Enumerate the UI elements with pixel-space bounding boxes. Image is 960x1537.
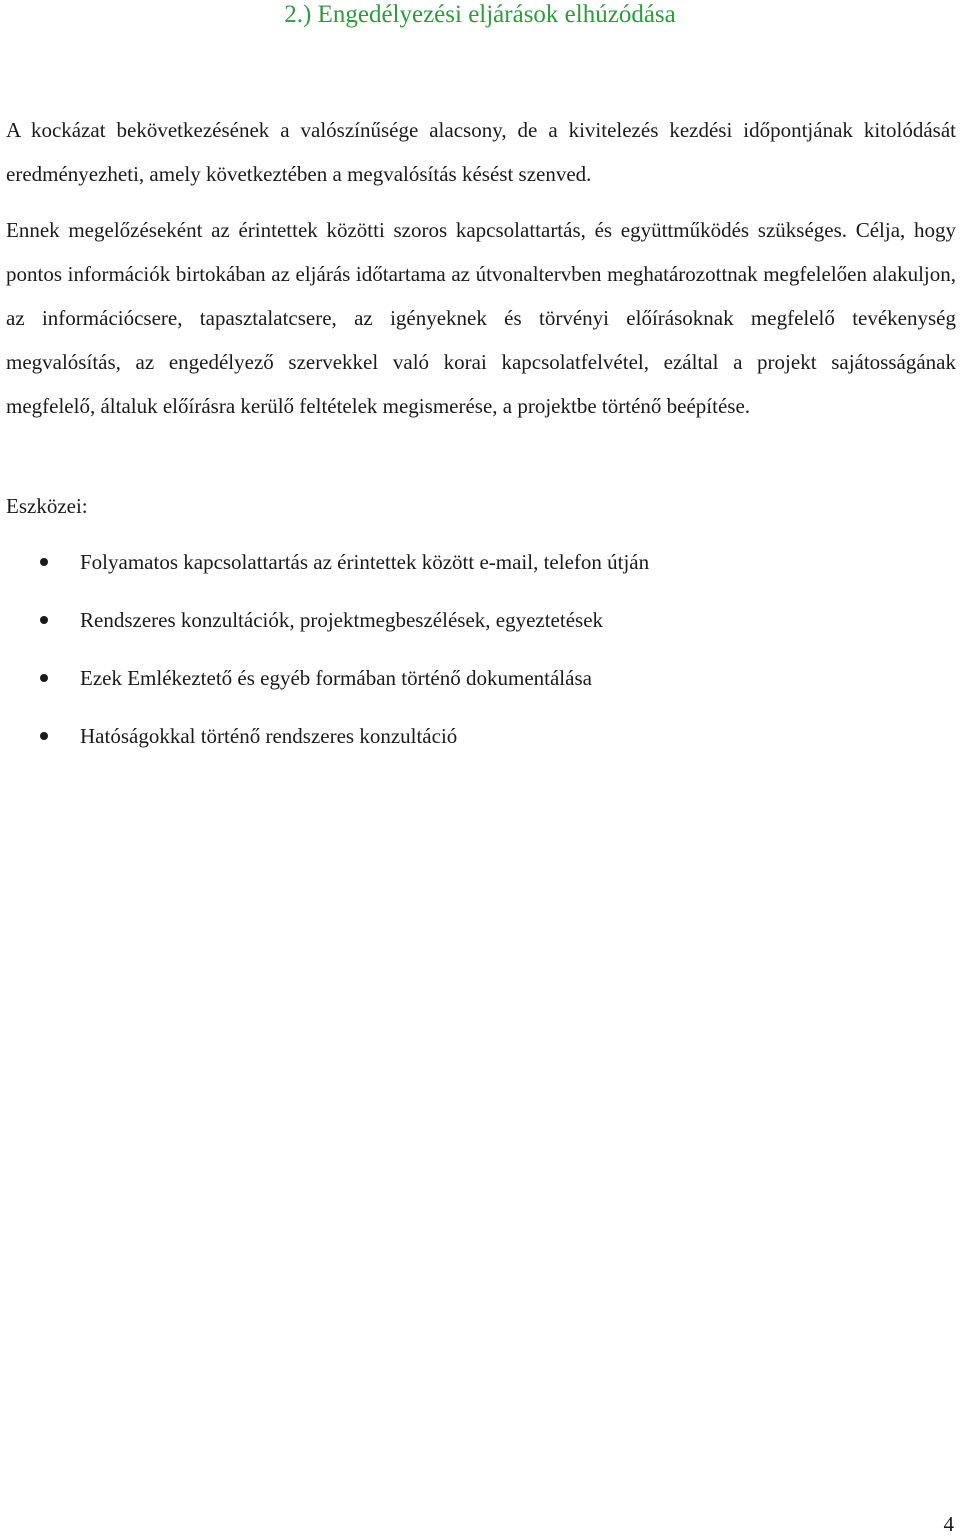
paragraph-tools-label: Eszközei: [6,494,88,518]
bullet-icon [40,732,48,740]
tools-list [0,540,960,772]
list-item-text: Ezek Emlékeztető és egyéb formában történő dokumentálása [80,666,592,690]
paragraph-prevention: Ennek megelőzéseként az érintettek közötti szoros kapcsolattartás, és együttműködés szükséges. Célja, hogy pontos információk birtokában az eljárás időtartama az útvonaltervben meghatározottnak megfelelően alakuljon, az információcsere, tapasztalatcsere, az igényeknek és törvényi előírásoknak megfelelő tevékenység megvalósítás, az engedélyező szervekkel való korai kapcsolatfelvétel, ezáltal a projekt sajátosságának megfelelő, általuk előírásra kerülő feltételek megismerése, a projektbe történő beépítése. [6,218,956,418]
list-item [0,540,960,598]
page-number: 4 [943,1512,954,1536]
list-item-text: Folyamatos kapcsolattartás az érintettek között e-mail, telefon útján [80,550,650,574]
list-item [0,598,960,656]
bullet-icon [40,674,48,682]
list-item [0,714,960,772]
paragraph-risk: A kockázat bekövetkezésének a valószínűsége alacsony, de a kivitelezés kezdési időpontjának kitolódását eredményezheti, amely következtében a megvalósítás késést szenved. [6,118,956,186]
bullet-icon [40,558,48,566]
list-item-text: Hatóságokkal történő rendszeres konzultáció [80,724,458,748]
bullet-icon [40,616,48,624]
section-heading: 2.) Engedélyezési eljárások elhúzódása [284,1,676,28]
list-item-text: Rendszeres konzultációk, projektmegbeszélések, egyeztetések [80,608,604,632]
list-item [0,656,960,714]
